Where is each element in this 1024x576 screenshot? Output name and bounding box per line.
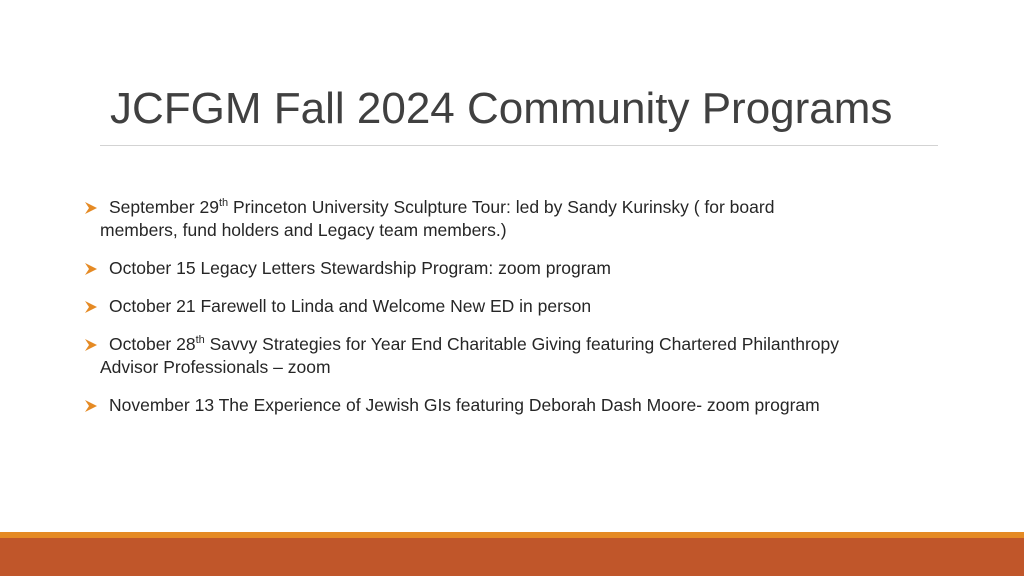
bullet-line-continued: members, fund holders and Legacy team members.) xyxy=(100,220,507,240)
bullet-item-4 xyxy=(92,333,952,379)
title-divider xyxy=(100,145,938,146)
arrow-bullet-icon xyxy=(84,201,98,215)
footer-band xyxy=(0,538,1024,576)
bullet-list xyxy=(92,196,952,432)
arrow-bullet-icon xyxy=(84,399,98,413)
bullet-item-1 xyxy=(92,196,952,242)
bullet-line: September 29th Princeton University Sculpture Tour: led by Sandy Kurinsky ( for board xyxy=(109,197,775,217)
bullet-line: November 13 The Experience of Jewish GIs featuring Deborah Dash Moore- zoom program xyxy=(109,395,820,415)
bullet-item-3 xyxy=(92,295,952,318)
slide-title: JCFGM Fall 2024 Community Programs xyxy=(110,84,893,133)
bullet-line-continued: Advisor Professionals – zoom xyxy=(100,357,331,377)
arrow-bullet-icon xyxy=(84,338,98,352)
bullet-line: October 15 Legacy Letters Stewardship Program: zoom program xyxy=(109,258,611,278)
bullet-item-2 xyxy=(92,257,952,280)
bullet-line: October 21 Farewell to Linda and Welcome New ED in person xyxy=(109,296,592,316)
bullet-item-5 xyxy=(92,394,952,417)
bullet-line: October 28th Savvy Strategies for Year End Charitable Giving featuring Chartered Philanthropy xyxy=(109,334,840,354)
arrow-bullet-icon xyxy=(84,300,98,314)
arrow-bullet-icon xyxy=(84,262,98,276)
